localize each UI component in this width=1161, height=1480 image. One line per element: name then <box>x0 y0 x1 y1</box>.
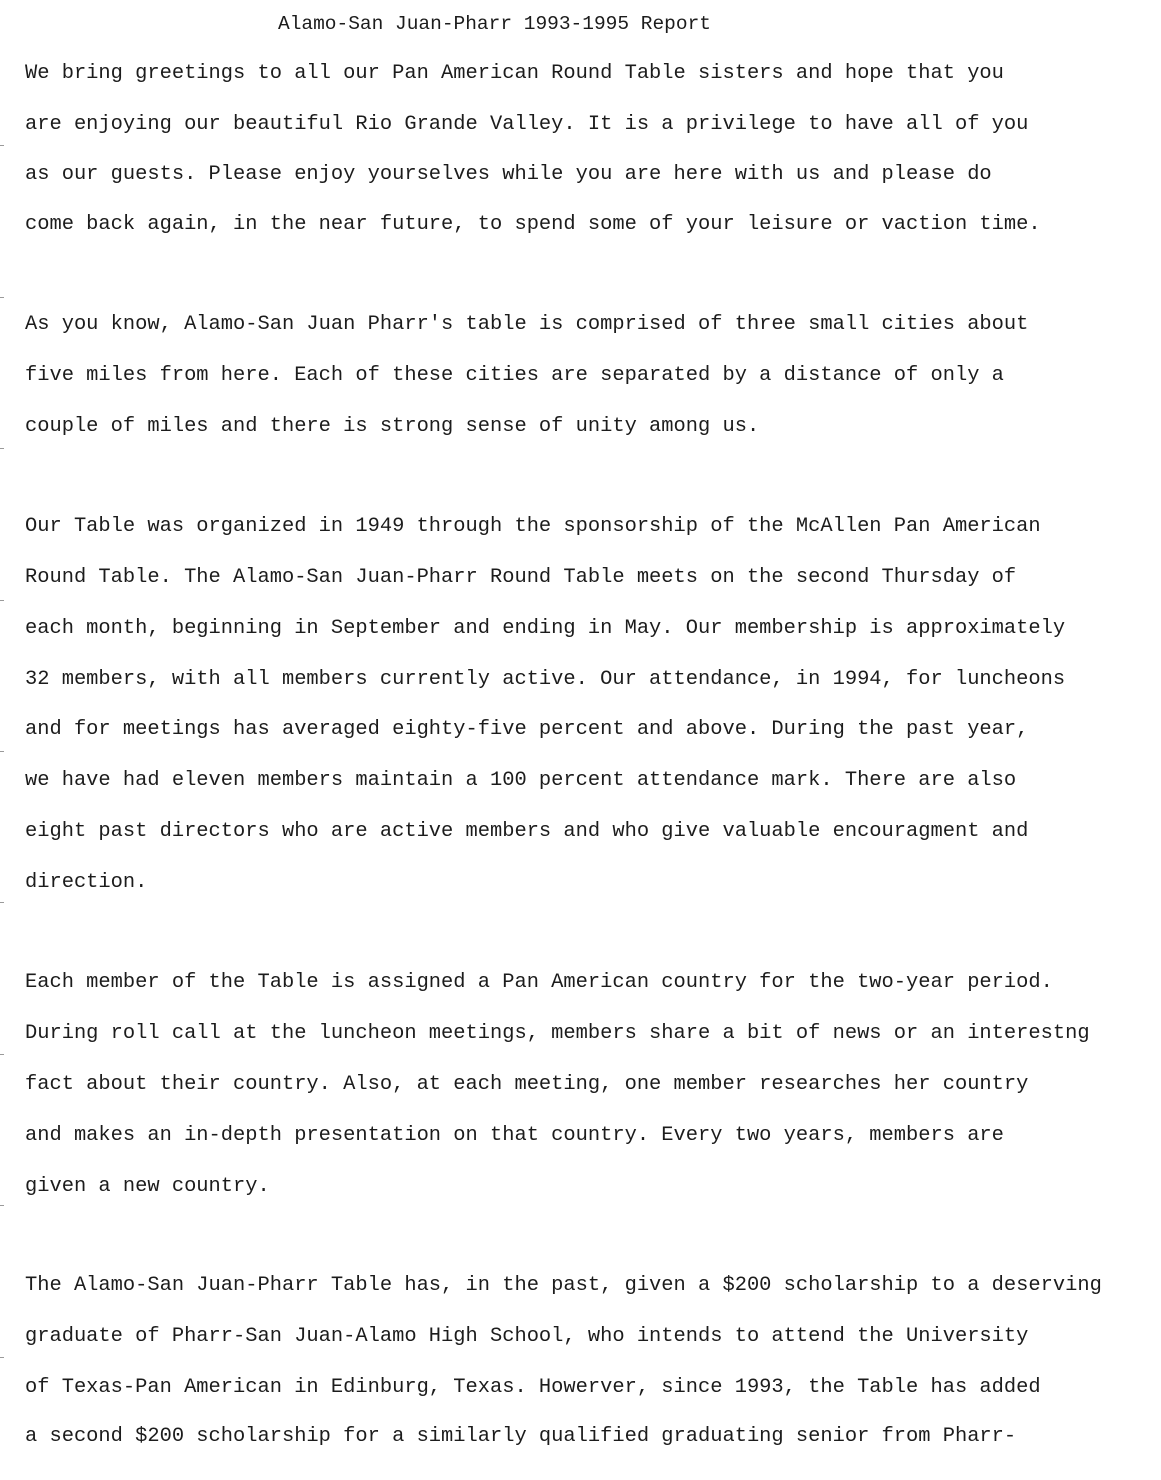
text-line: given a new country. <box>25 1175 270 1198</box>
text-line: 32 members, with all members currently active. Our attendance, in 1994, for luncheons <box>25 668 1066 691</box>
document-title: Alamo-San Juan-Pharr 1993-1995 Report <box>278 13 711 35</box>
text-line: are enjoying our beautiful Rio Grande Valley. It is a privilege to have all of you <box>25 113 1029 136</box>
text-line: We bring greetings to all our Pan American Round Table sisters and hope that you <box>25 62 1004 85</box>
text-line: Each member of the Table is assigned a Pan American country for the two-year period. <box>25 971 1053 994</box>
text-line: The Alamo-San Juan-Pharr Table has, in the past, given a $200 scholarship to a deserving <box>25 1274 1102 1297</box>
margin-tick <box>0 1054 4 1055</box>
margin-tick <box>0 600 4 601</box>
text-line: five miles from here. Each of these cities are separated by a distance of only a <box>25 364 1004 387</box>
text-line: we have had eleven members maintain a 100 percent attendance mark. There are also <box>25 769 1017 792</box>
text-line: each month, beginning in September and ending in May. Our membership is approximately <box>25 617 1066 640</box>
text-line: as our guests. Please enjoy yourselves while you are here with us and please do <box>25 163 992 186</box>
margin-tick <box>0 1205 4 1206</box>
margin-tick <box>0 1357 4 1358</box>
margin-tick <box>0 902 4 903</box>
text-line: graduate of Pharr-San Juan-Alamo High School, who intends to attend the University <box>25 1325 1029 1348</box>
text-line: a second $200 scholarship for a similarly qualified graduating senior from Pharr- <box>25 1425 1017 1448</box>
text-line: and makes an in-depth presentation on that country. Every two years, members are <box>25 1124 1004 1147</box>
margin-tick <box>0 297 4 298</box>
text-line: and for meetings has averaged eighty-five percent and above. During the past year, <box>25 718 1029 741</box>
text-line: couple of miles and there is strong sense of unity among us. <box>25 415 760 438</box>
text-line: direction. <box>25 871 148 894</box>
text-line: As you know, Alamo-San Juan Pharr's table is comprised of three small cities about <box>25 313 1029 336</box>
text-line: Round Table. The Alamo-San Juan-Pharr Round Table meets on the second Thursday of <box>25 566 1017 589</box>
text-line: of Texas-Pan American in Edinburg, Texas. Howerver, since 1993, the Table has added <box>25 1376 1041 1399</box>
text-line: come back again, in the near future, to spend some of your leisure or vaction time. <box>25 213 1041 236</box>
text-line: During roll call at the luncheon meetings, members share a bit of news or an interestng <box>25 1022 1090 1045</box>
text-line: fact about their country. Also, at each meeting, one member researches her country <box>25 1073 1029 1096</box>
text-line: Our Table was organized in 1949 through the sponsorship of the McAllen Pan American <box>25 515 1041 538</box>
margin-tick <box>0 145 4 146</box>
text-line: eight past directors who are active members and who give valuable encouragment and <box>25 820 1029 843</box>
margin-tick <box>0 751 4 752</box>
margin-tick <box>0 448 4 449</box>
